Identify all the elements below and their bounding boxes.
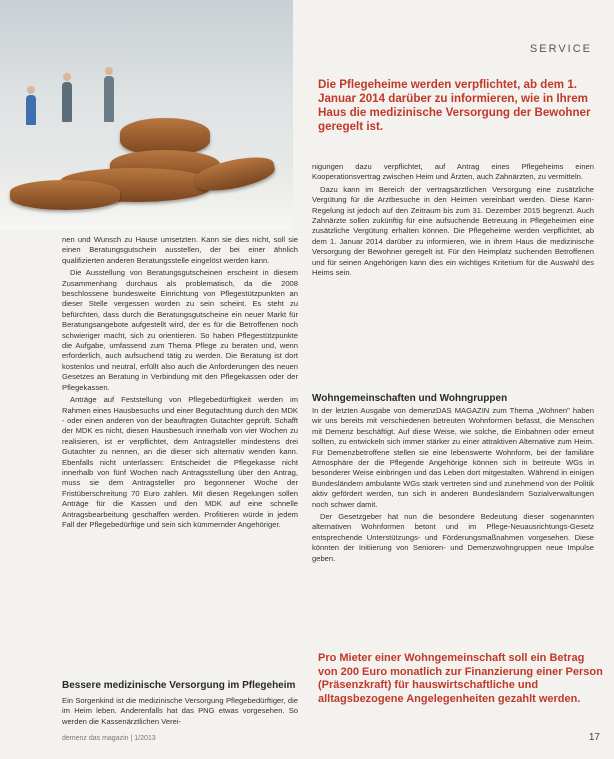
- left-bottom-paragraph: [62, 696, 298, 729]
- page-number: 17: [588, 732, 600, 743]
- right-column-top: [312, 162, 594, 280]
- left-paragraph-2: Die Ausstellung von Beratungsgutscheinen erscheint in diesem Zusammenhang durchaus als problematisch, da die 2008 beschlossene bundesweite Einrichtung von Pflegestützpunkten an dieser Stelle vergessen worden zu sein scheint. Es steht zu befürchten, dass durch die Beratungsgutscheine ein neuer Markt für Beratungsangebote aufgestellt wird, der es für die Betroffenen noch schwieriger macht, sich zu orientieren. So haben Pflegestützpunkte die Aufgabe, umfassend zum Thema Pflege zu beraten und, wenn erforderlich, auch aufsuchend tätig zu werden. Die Beratung ist dort kostenlos und neutral, erfüllt also auch die Anforderungen des neuen Gesetzes an Beratung in Verbindung mit den Pflegekassen oder der Pflegekassen.: [62, 268, 298, 392]
- right-paragraph-1: nigungen dazu verpflichtet, auf Antrag eines Pflegeheims einen Kooperationsvertrag zwischen Heim und Ärzten, auch Zahnärzten, zu vermitteln.: [312, 162, 594, 182]
- footer-magazine: demenz das magazin | 1/2013: [62, 735, 156, 742]
- coin-5: [10, 180, 120, 210]
- left-paragraph-1: nen und Wunsch zu Hause umsetzten. Kann sie dies nicht, soll sie einen Beratungsgutschein ausstellen, der bei einer ähnlich qualifizierten anderen Beratungsstelle eingelöst werden kann.: [62, 235, 298, 265]
- running-head: SERVICE: [529, 43, 592, 55]
- pullquote-bottom: Pro Mieter einer Wohngemeinschaft soll ein Betrag von 200 Euro monatlich zur Finanzierung einer Person (Präsenzkraft) für hauswirtschaftliche und alltagsbezogene Angelegenheiten gezahlt werden.: [318, 652, 603, 705]
- left-paragraph-3: Anträge auf Feststellung von Pflegebedürftigkeit werden im Rahmen eines Hausbesuchs und einer Begutachtung durch den MDK - oder einen anderen von der beauftragten Gutachter geprüft. Schafft der MDK es nicht, diesen Hausbesuch innerhalb von vier Wochen zu realisieren, ist er verpflichtet, dem Antragsteller mindestens drei Gutachter zu nennen, an die dieser sich alternativ wenden kann. Ebenfalls nicht unterlassen: Entscheidet die Pflegekasse nicht innerhalb von fünf Wochen nach Antragsstellung über den Antrag, muss sie dem Antragsteller pro begonnener Woche der Fristüberschreitung 70 Euro zahlen. Mit diesen Regelungen sollen Anträge für die Kassen und den MDK auf eine schnelle Antragsbearbeitung geschaffen werden. Profitieren würde in jedem Fall der Pflegebedürftige und sein sich kümmernder Angehöriger.: [62, 395, 298, 529]
- figurine-3: [26, 95, 36, 125]
- right-paragraph-3: In der letzten Ausgabe von demenzDAS MAGAZIN zum Thema „Wohnen" haben wir uns bereits mit verschiedenen betreuten Wohnformen befasst, die Menschen mit Demenz beschäftigt. Auf diese Weise, wie solche, die Einbahnen oder erneut sollten, zu entwickeln sich immer stärker zu einer attraktiven Alternative zum Heim. Für Demenzbetroffene stellen sie eine lebenswerte Wohnform, bei der familiäre Atmosphäre der die Pflegende Angehörige können sich in betreute WGs in besonderer Weise einbringen und das Leben dort mitgestalten. Während in einigen Bundesländern ambulante WGs stark vertreten sind und zunehmend von der Politik aktiv gefördert werden, tun sich in anderen Bundesländern Sozialverwaltungen noch schwer damit.: [312, 406, 594, 509]
- right-paragraph-2: Dazu kann im Bereich der vertragsärztlichen Versorgung eine zusätzliche Vergütung für die Arztbesuche in den Heimen vereinbart werden. Diese Kann-Regelung ist jedoch auf den Zeitraum bis zum 31. Dezember 2015 begrenzt. Auch Zahnärzte sollen zukünftig für eine aufsuchende Betreuung in Pflegeheimen eine zusätzliche Vergütung erhalten können. Die Pflegeheime werden verpflichtet, ab dem 1. Januar 2014 darüber zu informieren, wie in ihrem Haus die medizinische Versorgung der Bewohner geregelt ist. Für den Heimplatz suchenden Betroffenen und für seinen Angehörigen kann dies ein wichtiges Kriterium für die Auswahl des Heims sein.: [312, 184, 594, 278]
- left-bottom-text: Ein Sorgenkind ist die medizinische Versorgung Pflegebedürftiger, die im Heim leben. Anderenfalls hat das PNG etwas vorgesehen. So werden die Kassenärztlichen Verei-: [62, 696, 298, 726]
- figurine-1: [62, 82, 72, 122]
- right-column-mid: [312, 406, 594, 566]
- pullquote-top: Die Pflegeheime werden verpflichtet, ab dem 1. Januar 2014 darüber zu informieren, wie in Ihrem Haus die medizinische Versorgung der Bewohner geregelt ist.: [318, 78, 591, 133]
- heading-medical-care: Bessere medizinische Versorgung im Pflegeheim: [62, 680, 296, 691]
- coins-photo: [0, 0, 293, 230]
- figurine-2: [104, 76, 114, 122]
- left-column: [62, 235, 298, 532]
- right-paragraph-4: Der Gesetzgeber hat nun die besondere Bedeutung dieser sogenannten alternativen Wohnformen betont und im Pflege-Neuausrichtungs-Gesetz entsprechende Unterstützungs- und Förderungsmaßnahmen vorgesehen. Diese könnten der Initiierung von Senioren- und Demenzwohngruppen neue Impulse geben.: [312, 512, 594, 563]
- heading-housing: Wohngemeinschaften und Wohngruppen: [312, 393, 508, 404]
